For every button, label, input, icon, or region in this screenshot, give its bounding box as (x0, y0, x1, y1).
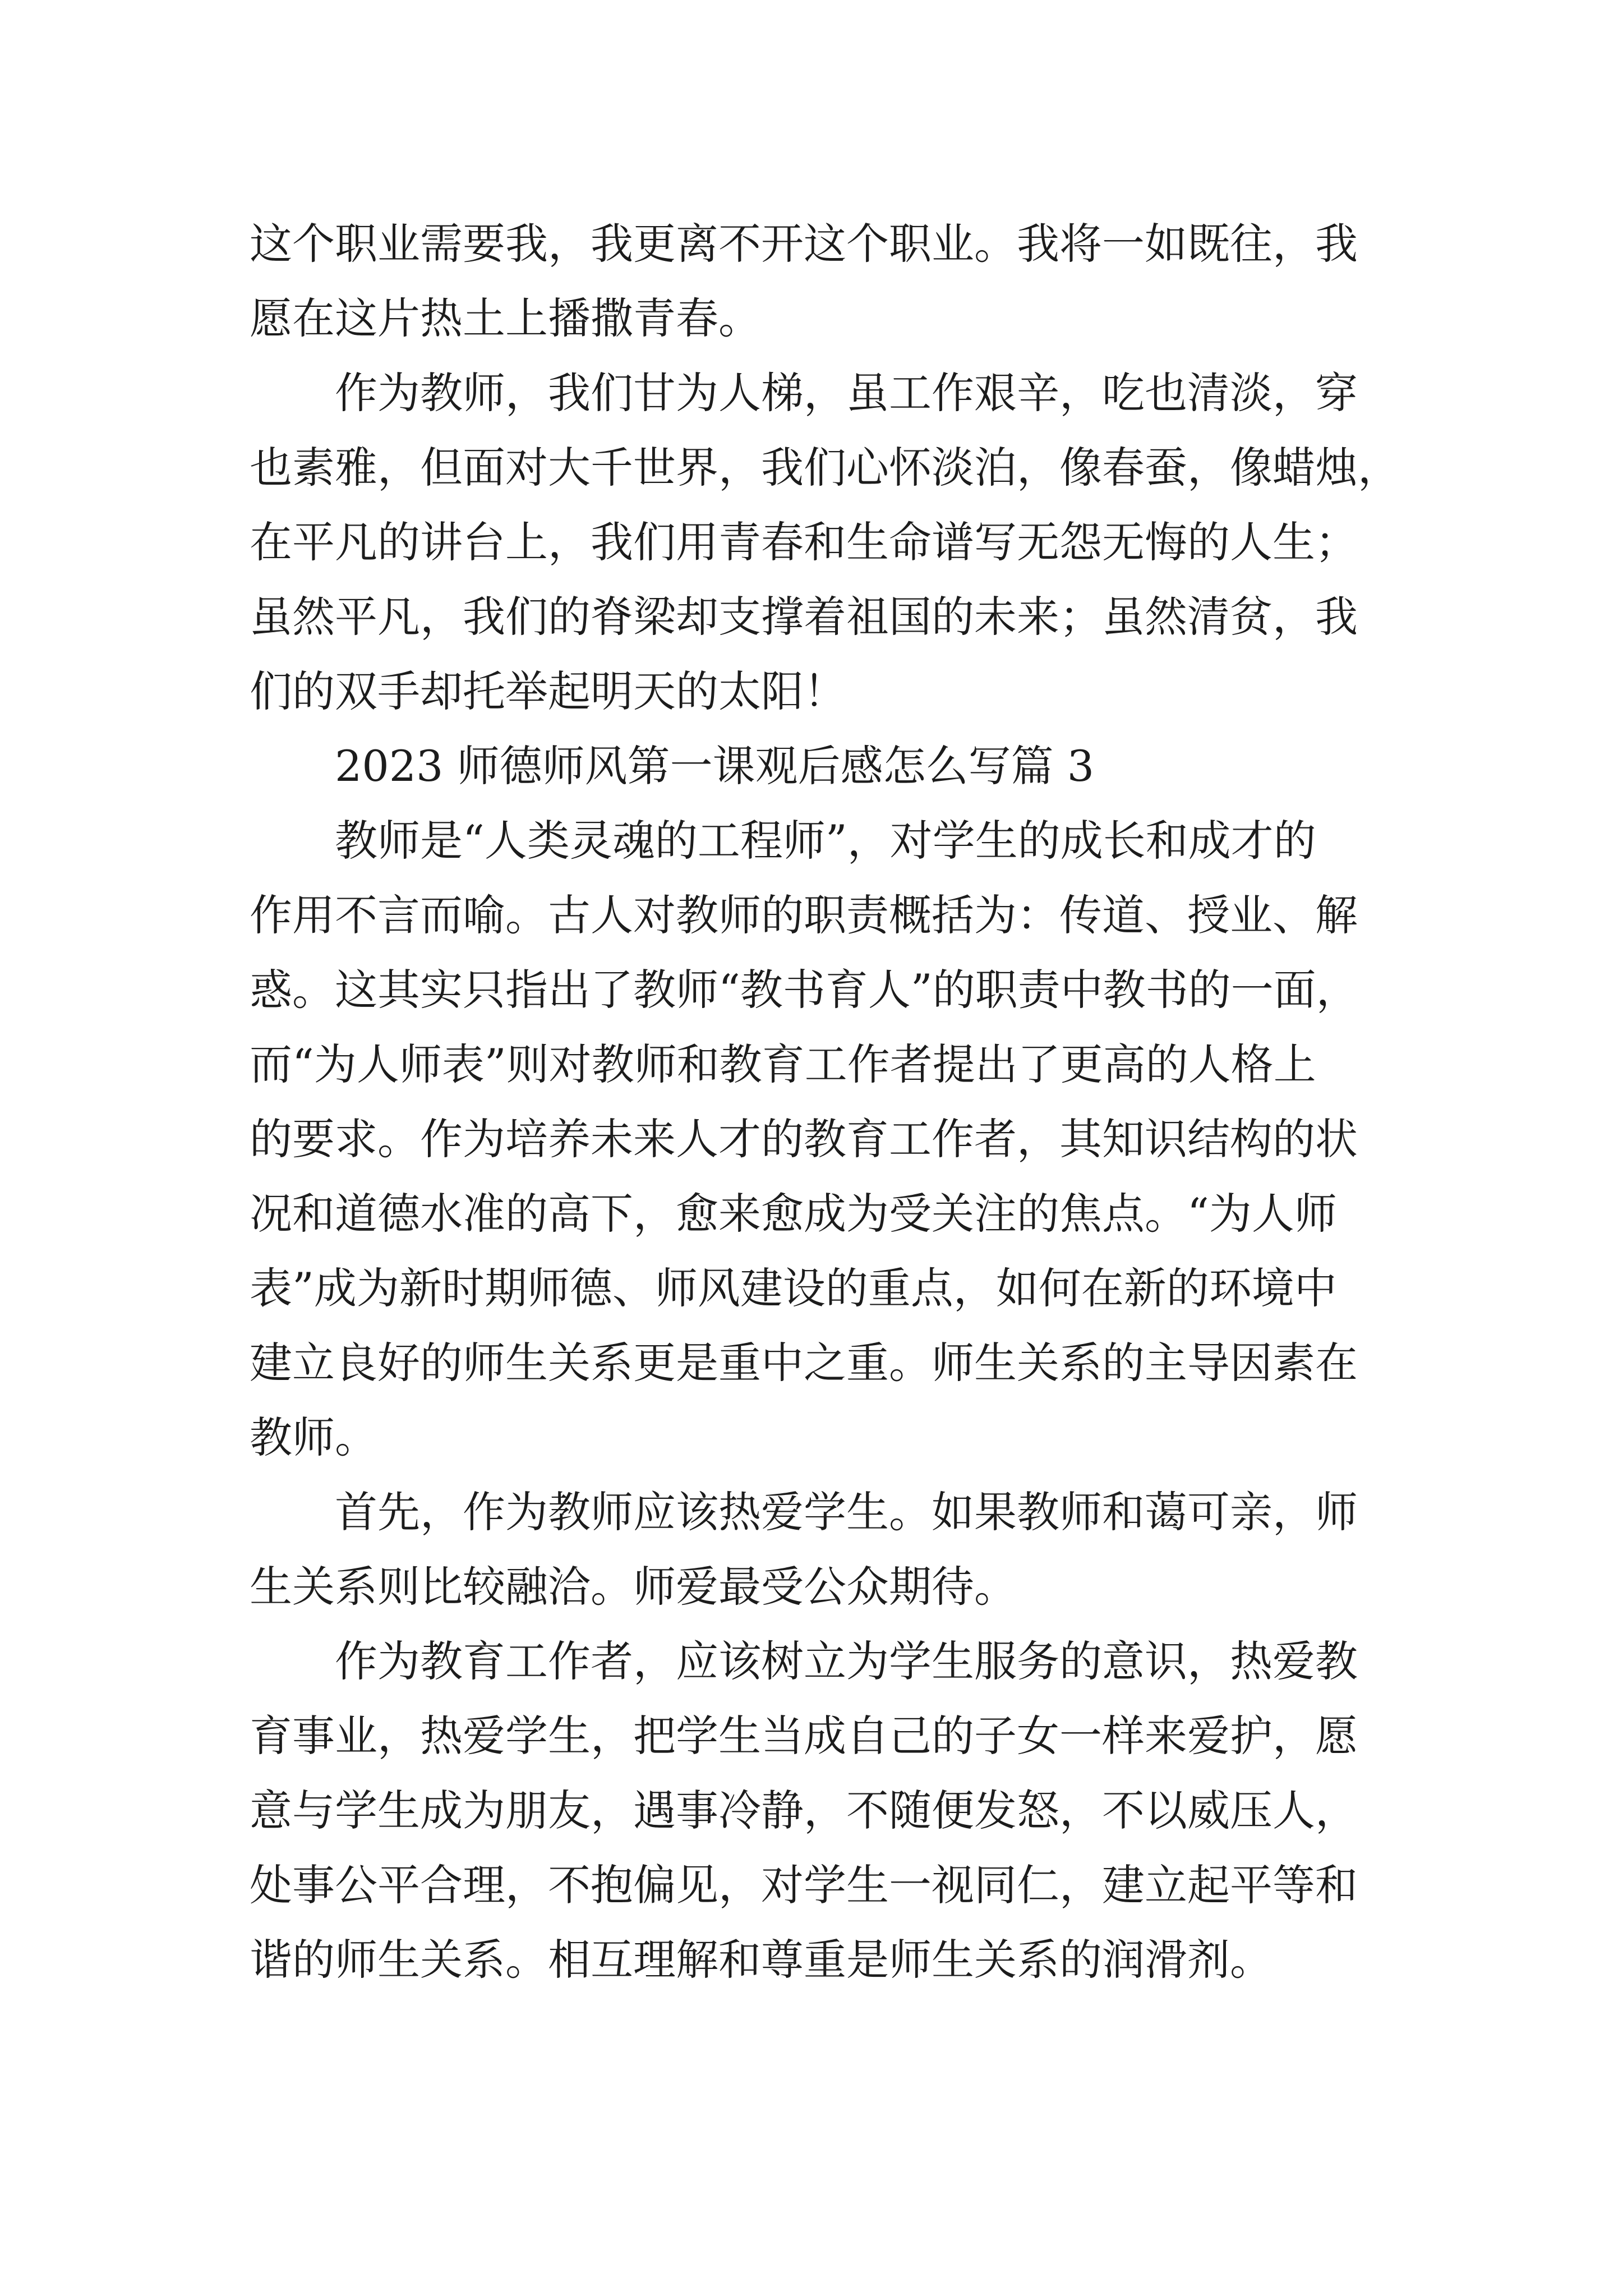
text-line: 况和道德水准的高下，愈来愈成为受关注的焦点。“为人师 (250, 1189, 1337, 1239)
text-line: 们的双手却托举起明天的太阳！ (250, 666, 846, 716)
text-line: 处事公平合理，不抱偏见，对学生一视同仁，建立起平等和 (250, 1860, 1358, 1910)
text-line: 生关系则比较融洽。师爱最受公众期待。 (250, 1562, 1017, 1612)
text-line: 虽然平凡，我们的脊梁却支撑着祖国的未来；虽然清贫，我 (250, 592, 1358, 642)
paragraph-start-line: 作为教育工作者，应该树立为学生服务的意识，热爱教 (335, 1636, 1358, 1686)
text-line: 惑。这其实只指出了教师“教书育人”的职责中教书的一面， (250, 965, 1359, 1015)
text-line: 表”成为新时期师德、师风建设的重点，如何在新的环境中 (250, 1263, 1337, 1313)
section-heading: 2023 师德师风第一课观后感怎么写篇 3 (335, 741, 1095, 791)
text-line: 意与学生成为朋友，遇事冷静，不随便发怒，不以威压人， (250, 1786, 1358, 1835)
text-line: 谐的师生关系。相互理解和尊重是师生关系的润滑剂。 (250, 1935, 1272, 1985)
paragraph-start-line: 作为教师，我们甘为人梯，虽工作艰辛，吃也清淡，穿 (335, 368, 1358, 418)
text-line: 的要求。作为培养未来人才的教育工作者，其知识结构的状 (250, 1114, 1358, 1164)
text-line: 也素雅，但面对大千世界，我们心怀淡泊，像春蚕，像蜡烛， (250, 443, 1400, 493)
text-line: 建立良好的师生关系更是重中之重。师生关系的主导因素在 (250, 1338, 1358, 1388)
paragraph-start-line: 首先，作为教师应该热爱学生。如果教师和蔼可亲，师 (335, 1487, 1358, 1537)
text-line: 教师。 (250, 1412, 377, 1462)
text-line: 作用不言而喻。古人对教师的职责概括为：传道、授业、解 (250, 890, 1358, 940)
text-line: 在平凡的讲台上，我们用青春和生命谱写无怨无悔的人生； (250, 517, 1358, 567)
text-line: 育事业，热爱学生，把学生当成自己的子女一样来爱护，愿 (250, 1711, 1358, 1761)
text-line: 这个职业需要我，我更离不开这个职业。我将一如既往，我 (250, 219, 1358, 269)
text-line: 而“为人师表”则对教师和教育工作者提出了更高的人格上 (250, 1039, 1316, 1089)
paragraph-start-line: 教师是“人类灵魂的工程师”，对学生的成长和成才的 (335, 816, 1316, 866)
text-line: 愿在这片热土上播撒青春。 (250, 293, 761, 343)
